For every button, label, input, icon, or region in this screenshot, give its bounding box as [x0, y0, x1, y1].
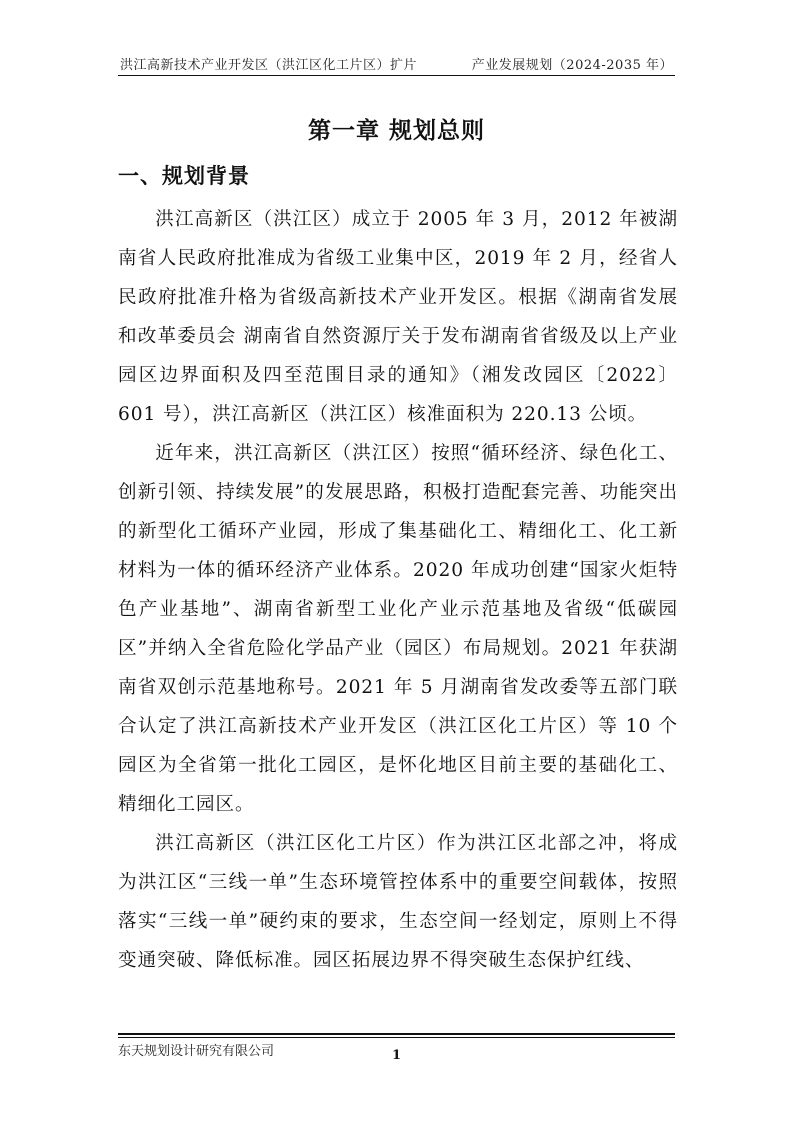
paragraph-2: 近年来，洪江高新区（洪江区）按照“循环经济、绿色化工、创新引领、持续发展”的发展思路，积极打造配套完善、功能突出的新型化工循环产业园，形成了集基础化工、精细化工、化工新材料为一体的循环经济产业体系。2020 年成功创建“国家火炬特色产业基地”、湖南省新型工业化产业示范基地及省级“低碳园区”并纳入全省危险化学品产业（园区）布局规划。2021 年获湖南省双创示范基地称号。2021 年 5 月湖南省发改委等五部门联合认定了洪江高新技术产业开发区（洪江区化工片区）等 10 个园区为全省第一批化工园区，是怀化地区目前主要的基础化工、精细化工园区。	[118, 443, 678, 815]
chapter-title: 第一章 规划总则	[307, 118, 485, 144]
page-number: 1	[391, 1048, 402, 1063]
footer-company-name: 东天规划设计研究有限公司	[118, 1044, 275, 1059]
footer-divider-thick	[118, 1033, 675, 1035]
page-header	[118, 54, 675, 76]
section-heading: 一、规划背景	[118, 164, 250, 188]
header-divider	[118, 75, 675, 76]
footer-divider-thin	[118, 1037, 675, 1038]
body-text	[118, 200, 678, 980]
header-document-title: 洪江高新技术产业开发区（洪江区化工片区）扩片	[120, 58, 418, 73]
paragraph-1: 洪江高新区（洪江区）成立于 2005 年 3 月，2012 年被湖南省人民政府批准成为省级工业集中区，2019 年 2 月，经省人民政府批准升格为省级高新技术产业开发区。根据《湖南省发展和改革委员会 湖南省自然资源厅关于发布湖南省省级及以上产业园区边界面积及四至范围目录的通知》（湘发改园区〔2022〕601 号），洪江高新区（洪江区）核准面积为 220.13 公顷。	[118, 209, 678, 425]
header-plan-period: 产业发展规划（2024-2035 年）	[471, 58, 673, 73]
paragraph-3: 洪江高新区（洪江区化工片区）作为洪江区北部之冲，将成为洪江区“三线一单”生态环境管控体系中的重要空间载体，按照落实“三线一单”硬约束的要求，生态空间一经划定，原则上不得变通突破、降低标准。园区拓展边界不得突破生态保护红线、	[118, 833, 678, 971]
